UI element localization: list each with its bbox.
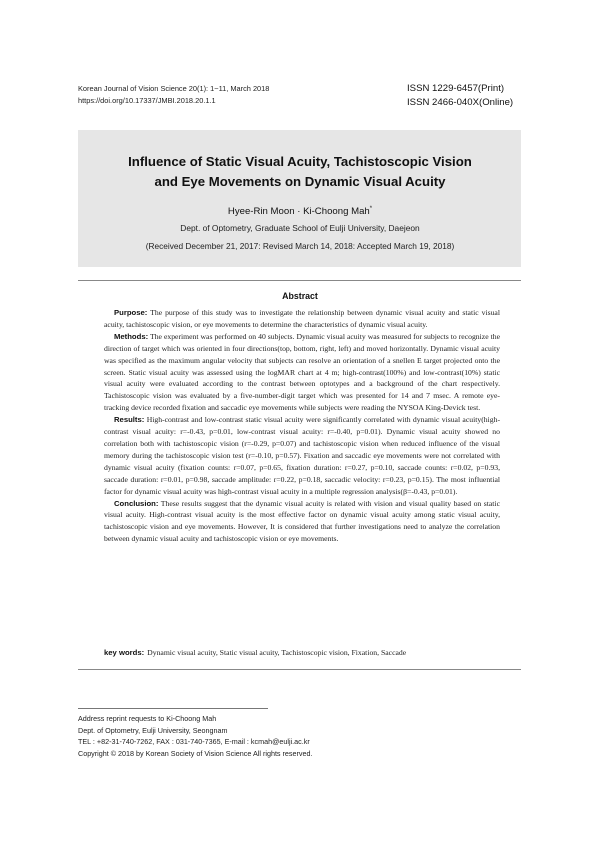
footnote <box>78 713 313 759</box>
abstract-body <box>104 307 500 545</box>
issn-block <box>407 82 513 110</box>
keywords <box>104 648 524 657</box>
methods-paragraph <box>104 331 500 414</box>
bottom-divider <box>78 669 521 670</box>
purpose-paragraph <box>104 307 500 331</box>
author-list <box>0 206 600 217</box>
top-divider <box>78 280 521 281</box>
doi-link[interactable]: https://doi.org/10.17337/JMBI.2018.20.1.1 <box>78 96 216 105</box>
journal-header <box>78 83 269 107</box>
journal-citation: Korean Journal of Vision Science 20(1): 1~11, March 2018 <box>78 84 270 93</box>
methods-label: Methods: <box>114 331 149 341</box>
corresponding-author-mark: * <box>369 206 373 212</box>
purpose-label: Purpose: <box>114 308 148 317</box>
results-paragraph <box>104 414 500 497</box>
conclusion-paragraph <box>104 498 500 546</box>
methods-text: The experiment was performed on 40 subjects. Dynamic visual acuity was measured for subjects to recognize the direction of target which was oriented in four directions(top, bottom, right, left) and moved horizontally. Dynamic visual acuity was specified as the maximum angular velocity that subjects can resolve an orientation of a snellen E target projected onto the screen. Static visual acuity was assessed using the logMAR chart at 4 m; high-contrast(100%) and low-contrast(10%) static visual acuity were evaluated according to the contrast between optotypes and a background of the chart respectively. Tachistoscopic vision was evaluated by a five-number-digit target which was presented for 14 and 7 msec. A remote eye-tracking device recorded fixation and saccadic eye movements while subjects were reading the NYSOA King-Devick test. <box>104 331 500 413</box>
affiliation: Dept. of Optometry, Graduate School of Eulji University, Daejeon <box>180 223 420 233</box>
received-dates: (Received December 21, 2017: Revised March 14, 2018: Accepted March 19, 2018) <box>145 241 455 251</box>
abstract-heading: Abstract <box>282 291 318 301</box>
keywords-text: Dynamic visual acuity, Static visual acuity, Tachistoscopic vision, Fixation, Saccade <box>147 648 407 657</box>
conclusion-label: Conclusion: <box>114 498 159 508</box>
copyright: Copyright © 2018 by Korean Society of Vision Science All rights reserved. <box>78 748 313 758</box>
results-text: High-contrast and low-contrast static visual acuity were significantly correlated with dynamic visual acuity(high-contrast visual acuity: r=-0.43, p=0.01, low-contrast visual acuity: r=-0.40, p=0.01). Dynamic visual acuity showed no correlation both with tachistoscopic vision (r=-0.29, p=0.07) and tachistoscopic vision when reduced influence of the visual memory during the tachistoscopic vision test (r=-0.10, p=0.57). Fixation and saccadic eye movements were not correlated with dynamic visual acuity (fixation counts: r=0.07, p=0.65, fixation duration: r=0.27, p=0.10, saccade counts: r=0.02, p=0.93, saccade duration: r=0.01, p=0.98, saccade amplitude: r=0.22, p=0.18, saccadic velocity: r=0.23, p=0.15). The most influential factor for dynamic visual acuity was high-contrast visual acuity in a multiple regression analysis(β=-0.43, p=0.01). <box>104 415 500 496</box>
paper-title <box>0 152 600 192</box>
contact-info: TEL : +82-31-740-7262, FAX : 031-740-7365, E-mail : kcmah@eulji.ac.kr <box>78 737 310 747</box>
title-line-1: Influence of Static Visual Acuity, Tachistoscopic Vision <box>128 154 472 169</box>
issn-print: ISSN 1229-6457(Print) <box>407 83 505 94</box>
purpose-text: The purpose of this study was to investigate the relationship between dynamic visual acuity and static visual acuity, tachistoscopic vision, or eye movements to determine the characteristics of dynamic visual acuity. <box>104 308 500 329</box>
footnote-divider <box>78 708 268 709</box>
reprint-request: Address reprint requests to Ki-Choong Mah <box>78 714 217 723</box>
title-line-2: and Eye Movements on Dynamic Visual Acuity <box>154 174 446 189</box>
results-label: Results: <box>114 415 145 425</box>
issn-online: ISSN 2466-040X(Online) <box>407 97 514 108</box>
author-names: Hyee-Rin Moon · Ki-Choong Mah <box>227 206 370 218</box>
keywords-label: key words: <box>104 648 145 657</box>
correspondence-dept: Dept. of Optometry, Eulji University, Seongnam <box>78 725 228 735</box>
conclusion-text: These results suggest that the dynamic visual acuity is related with vision and visual quality based on static visual acuity. High-contrast visual acuity is the most effective factor on dynamic visual acuity among static visual acuity, tachistoscopic vision and eye movements. However, It is considered that further investigations need to analyze the correlation between dynamic visual acuity and tachistoscopic vision or eye movements. <box>104 498 500 544</box>
